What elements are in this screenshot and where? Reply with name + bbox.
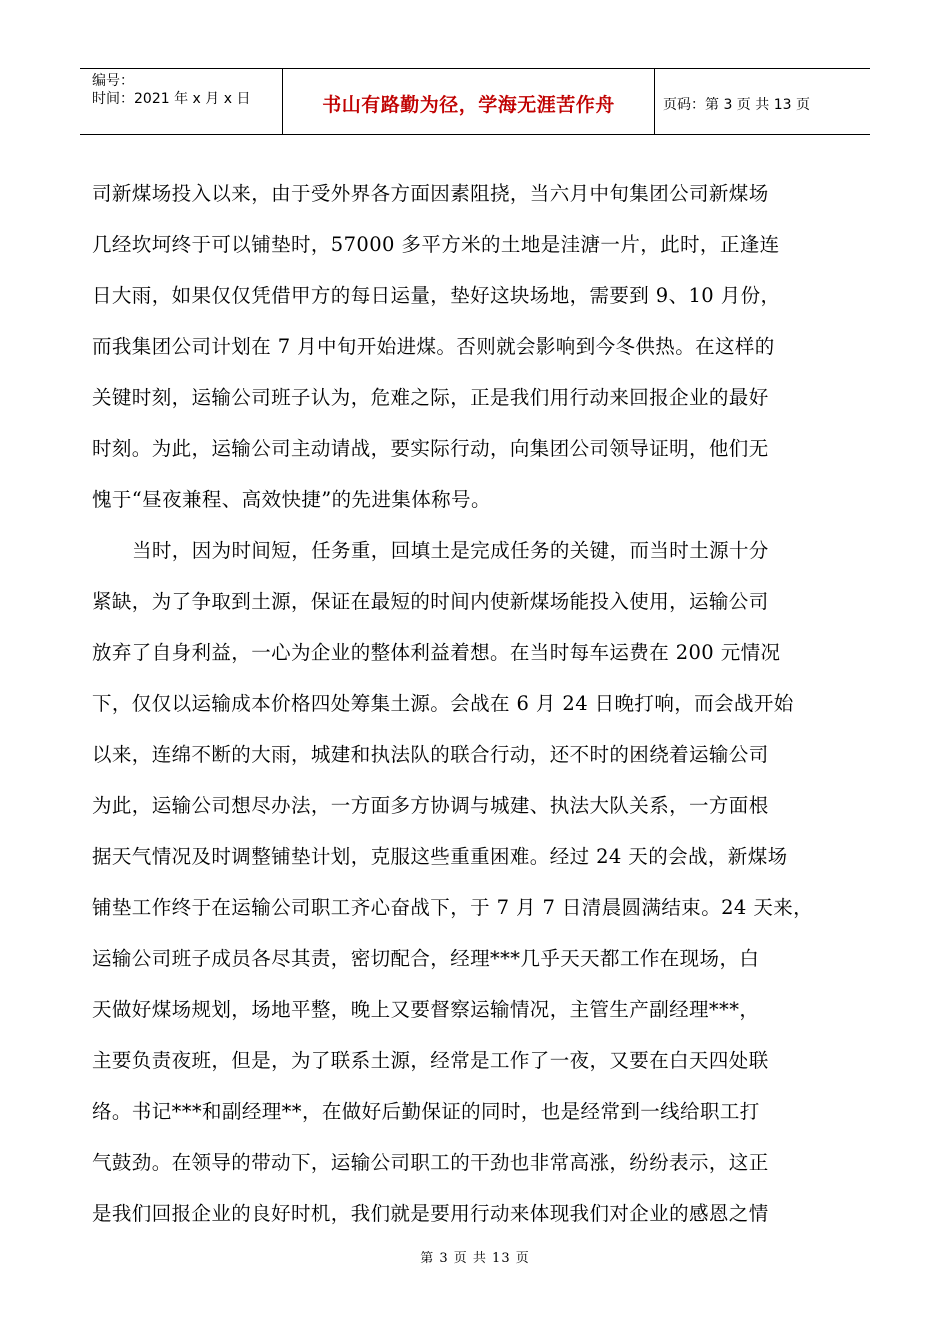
text-line: 几经坎坷终于可以铺垫时，57000 多平方米的土地是洼溏一片，此时，正逢连 (92, 233, 780, 256)
header-motto: 书山有路勤为径，学海无涯苦作舟 (283, 69, 655, 134)
text-line: 主要负责夜班，但是，为了联系土源，经常是工作了一夜，又要在白天四处联 (92, 1049, 769, 1072)
text-line: 下，仅仅以运输成本价格四处筹集土源。会战在 6 月 24 日晚打响，而会战开始 (92, 692, 794, 715)
text-line: 运输公司班子成员各尽其责，密切配合，经理***几乎天天都工作在现场，白 (92, 947, 760, 970)
text-line: 关键时刻，运输公司班子认为，危难之际，正是我们用行动来回报企业的最好 (92, 386, 769, 409)
text-line: 以来，连绵不断的大雨，城建和执法队的联合行动，还不时的困绕着运输公司 (92, 743, 769, 766)
document-date: 时间：2021 年 x 月 x 日 (92, 91, 251, 107)
header-page-info: 页码：第 3 页 共 13 页 (663, 96, 810, 113)
paragraph-2 (92, 525, 862, 1239)
paragraph-1 (92, 168, 862, 525)
text-line: 为此，运输公司想尽办法，一方面多方协调与城建、执法大队关系，一方面根 (92, 794, 769, 817)
text-line: 放弃了自身利益，一心为企业的整体利益着想。在当时每车运费在 200 元情况 (92, 641, 781, 664)
page-footer: 第 3 页 共 13 页 (420, 1251, 530, 1266)
text-line: 司新煤场投入以来，由于受外界各方面因素阻挠，当六月中旬集团公司新煤场 (92, 182, 769, 205)
text-line: 络。书记***和副经理**，在做好后勤保证的同时，也是经常到一线给职工打 (92, 1100, 760, 1123)
text-line: 当时，因为时间短，任务重，回填土是完成任务的关键，而当时土源十分 (132, 539, 769, 562)
text-line: 紧缺，为了争取到土源，保证在最短的时间内使新煤场能投入使用，运输公司 (92, 590, 769, 613)
text-line: 时刻。为此，运输公司主动请战，要实际行动，向集团公司领导证明，他们无 (92, 437, 769, 460)
document-number-label: 编号： (92, 73, 134, 89)
text-line: 是我们回报企业的良好时机，我们就是要用行动来体现我们对企业的感恩之情 (92, 1202, 769, 1225)
text-line: 铺垫工作终于在运输公司职工齐心奋战下，于 7 月 7 日清晨圆满结束。24 天来， (92, 896, 814, 919)
header-meta (80, 69, 283, 134)
text-line: 据天气情况及时调整铺垫计划，克服这些重重困难。经过 24 天的会战，新煤场 (92, 845, 788, 868)
text-line: 而我集团公司计划在 7 月中旬开始进煤。否则就会影响到今冬供热。在这样的 (92, 335, 775, 358)
document-body (92, 168, 862, 1239)
page-header (80, 68, 870, 135)
text-line: 日大雨，如果仅仅凭借甲方的每日运量，垫好这块场地，需要到 9、10 月份， (92, 284, 781, 307)
text-line: 愧于“昼夜兼程、高效快捷”的先进集体称号。 (92, 488, 491, 511)
text-line: 天做好煤场规划，场地平整，晚上又要督察运输情况，主管生产副经理***， (92, 998, 760, 1021)
text-line: 气鼓劲。在领导的带动下，运输公司职工的干劲也非常高涨，纷纷表示，这正 (92, 1151, 769, 1174)
